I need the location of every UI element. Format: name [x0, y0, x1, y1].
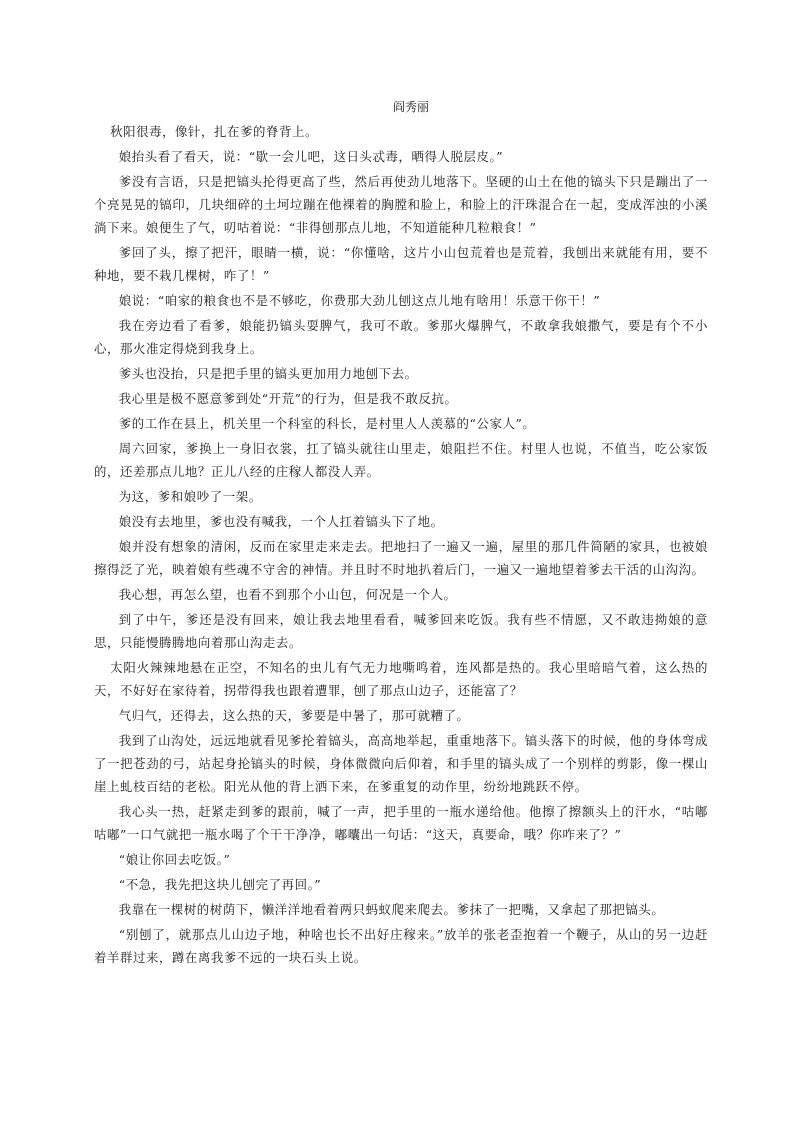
paragraph: 我心想，再怎么望，也看不到那个小山包，何况是一个人。 [118, 587, 457, 602]
paragraph: 秋阳很毒，像针，扎在爹的脊背上。 [110, 124, 318, 139]
paragraph: 我在旁边看了看爹，娘能扔镐头耍脾气，我可不敢。爹那火爆脾气，不敢拿我娘撒气，要是有个不小心，那火准定得烧到我身上。 [94, 318, 708, 356]
paragraph: 娘说：“咱家的粮食也不是不够吃，你费那大劲儿刨这点儿地有啥用！乐意干你干！” [118, 293, 601, 308]
paragraph: 为这，爹和娘吵了一架。 [118, 489, 262, 504]
author-name: 阎秀丽 [392, 100, 429, 114]
paragraph: 娘并没有想象的清闲，反而在家里走来走去。把地扫了一遍又一遍，屋里的那几件简陋的家具，也被娘擦得泛了光，映着娘有些魂不守舍的神情。并且时不时地扒着后门，一遍又一遍地望着爹去干活的山沟沟。 [94, 539, 708, 577]
paragraph: “娘让你回去吃饭。” [118, 852, 231, 867]
paragraph: 爹的工作在县上，机关里一个科室的科长，是村里人人羡慕的“公家人”。 [118, 416, 536, 431]
paragraph: 娘没有去地里，爹也没有喊我，一个人扛着镐头下了地。 [118, 514, 444, 529]
paragraph: 爹回了头，擦了把汗，眼睛一横，说：“你懂啥，这片小山包荒着也是荒着，我刨出来就能有用，要不种地，要不栽几棵树，咋了！” [94, 245, 708, 283]
paragraph: 到了中午，爹还是没有回来，娘让我去地里看看，喊爹回来吃饭。我有些不情愿，又不敢违拗娘的意思，只能慢腾腾地向着那山沟走去。 [94, 612, 708, 650]
paragraph: 我靠在一棵树的树荫下，懒洋洋地看着两只蚂蚁爬来爬去。爹抹了一把嘴，又拿起了那把镐头。 [118, 902, 665, 917]
paragraph: 爹没有言语，只是把镐头抡得更高了些，然后再使劲儿地落下。坚硬的山土在他的镐头下只是蹦出了一个亮晃晃的镐印，几块细碎的土坷垃蹦在他裸着的胸膛和脸上，和脸上的汗珠混合在一起，变成浑浊的小溪淌下来。娘便生了气，叨咕着说：“非得刨那点儿地，不知道能种几粒粮食！” [94, 174, 708, 235]
paragraph: 气归气，还得去，这么热的天，爹要是中暑了，那可就糟了。 [118, 708, 470, 723]
paragraph: 我心头一热，赶紧走到爹的跟前，喊了一声，把手里的一瓶水递给他。他擦了擦额头上的汗水，“咕嘟咕嘟”一口气就把一瓶水喝了个干干净净，嘟囔出一句话：“这天，真要命，哦？你咋来了？” [94, 804, 708, 842]
paragraph: 我到了山沟处，远远地就看见爹抡着镐头，高高地举起，重重地落下。镐头落下的时候，他的身体弯成了一把苍劲的弓，站起身抡镐头的时候，身体微微向后仰着，和手里的镐头成了一个别样的剪影，像一棵山崖上虬枝百结的老松。阳光从他的背上洒下来，在爹重复的动作里，纷纷地跳跃不停。 [94, 733, 708, 794]
paragraph: “别刨了，就那点儿山边子地，种啥也长不出好庄稼来。”放羊的张老歪抱着一个鞭子，从山的另一边赶着羊群过来，蹲在离我爹不远的一块石头上说。 [94, 927, 708, 965]
paragraph: 太阳火辣辣地悬在正空，不知名的虫儿有气无力地嘶鸣着，连风都是热的。我心里暗暗气着，这么热的天，不好好在家待着，拐带得我也跟着遭罪，刨了那点山边子，还能富了？ [94, 660, 708, 698]
paragraph: “不急，我先把这块儿刨完了再回。” [118, 877, 322, 892]
paragraph: 爹头也没抬，只是把手里的镐头更加用力地刨下去。 [118, 366, 418, 381]
paragraph: 娘抬头看了看天，说：“歇一会儿吧，这日头忒毒，晒得人脱层皮。” [118, 149, 504, 164]
paragraph: 我心里是极不愿意爹到处“开荒”的行为，但是我不敢反抗。 [118, 391, 458, 406]
paragraph: 周六回家，爹换上一身旧衣裳，扛了镐头就往山里走，娘阻拦不住。村里人也说，不值当，吃公家饭的，还差那点儿地？正儿八经的庄稼人都没人弄。 [94, 441, 708, 479]
